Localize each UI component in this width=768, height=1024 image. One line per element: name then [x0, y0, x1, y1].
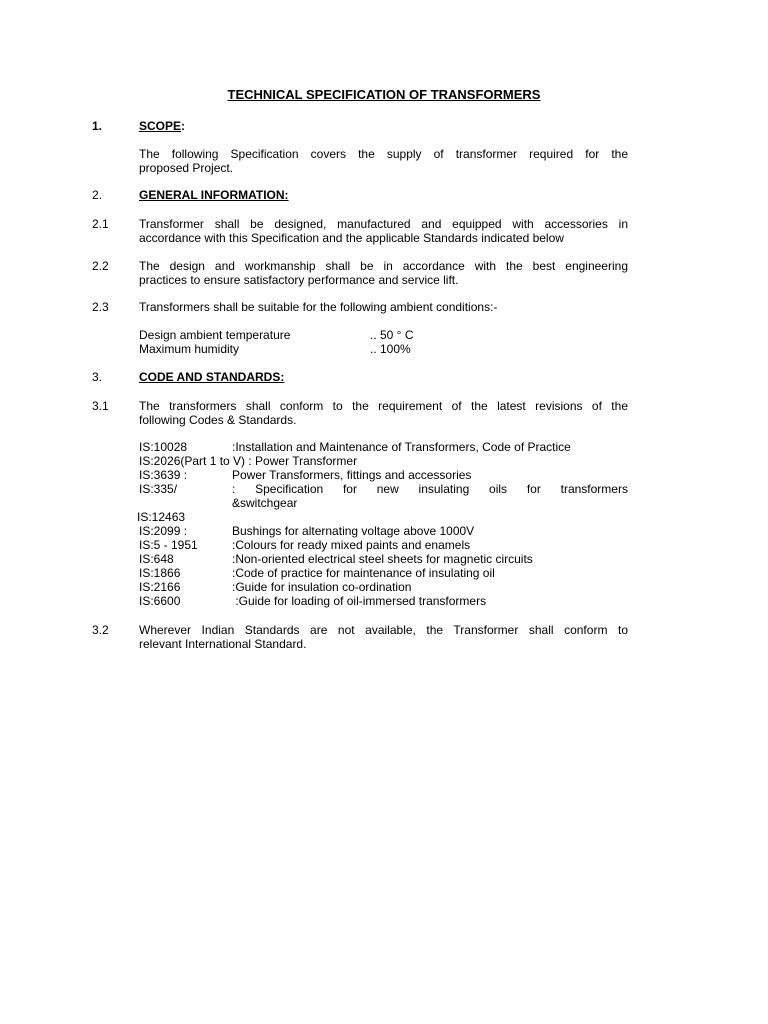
clause-3-2-line-1: Wherever Indian Standards are not available, the Transformer shall conform to	[139, 623, 628, 637]
clause-number-3-2: 3.2	[92, 623, 109, 637]
clause-2-2-paragraph	[139, 259, 628, 287]
standard-desc-is5: :Colours for ready mixed paints and enamels	[232, 538, 471, 552]
standard-code-is2166: IS:2166	[139, 580, 181, 594]
clause-3-1-line-1: The transformers shall conform to the requirement of the latest revisions of the	[139, 399, 628, 413]
clause-3-1-paragraph	[139, 399, 628, 427]
standard-code-is3639: IS:3639 :	[139, 468, 188, 482]
is335-word: for	[342, 482, 357, 496]
scope-paragraph	[139, 147, 628, 175]
scope-heading-text: SCOPE	[139, 119, 182, 133]
section-heading-scope	[139, 119, 185, 133]
section-number-2: 2.	[92, 188, 103, 202]
condition-label-humidity: Maximum humidity	[139, 342, 240, 356]
clause-3-2-paragraph	[139, 623, 628, 651]
condition-value-temperature: .. 50 ° C	[370, 328, 414, 342]
clause-3-2-line-2: relevant International Standard.	[139, 637, 307, 651]
clause-2-2-line-1: The design and workmanship shall be in accordance with the best engineering	[139, 259, 628, 273]
standard-desc-is10028: :Installation and Maintenance of Transformers, Code of Practice	[232, 440, 571, 454]
is335-word: insulating	[418, 482, 470, 496]
standard-code-is6600: IS:6600	[139, 594, 181, 608]
standard-code-is5: IS:5 - 1951	[139, 538, 198, 552]
condition-value-humidity: .. 100%	[370, 342, 411, 356]
clause-number-2-1: 2.1	[92, 217, 109, 231]
standard-is2026: IS:2026(Part 1 to V) : Power Transformer	[139, 454, 358, 468]
clause-2-2-line-2: practices to ensure satisfactory performance and service lift.	[139, 273, 459, 287]
is335-word: oils	[489, 482, 508, 496]
section-number-3: 3.	[92, 370, 103, 384]
clause-number-3-1: 3.1	[92, 399, 109, 413]
standard-desc-is3639: Power Transformers, fittings and accessories	[232, 468, 472, 482]
standard-code-is2099: IS:2099 :	[139, 524, 188, 538]
clause-2-3-text: Transformers shall be suitable for the following ambient conditions:-	[139, 300, 498, 314]
is335-word: transformers	[560, 482, 628, 496]
condition-label-temperature: Design ambient temperature	[139, 328, 291, 342]
scope-line-2: proposed Project.	[139, 161, 234, 175]
standard-desc-is2166: :Guide for insulation co-ordination	[232, 580, 412, 594]
standard-desc-is1866: :Code of practice for maintenance of insulating oil	[232, 566, 495, 580]
document-title: TECHNICAL SPECIFICATION OF TRANSFORMERS	[227, 87, 541, 102]
scope-line-1: The following Specification covers the supply of transformer required for the	[139, 147, 628, 161]
section-number-1: 1.	[92, 119, 103, 133]
standard-code-is335: IS:335/	[139, 482, 178, 496]
standard-code-is10028: IS:10028	[139, 440, 188, 454]
section-heading-general-information: GENERAL INFORMATION:	[139, 188, 289, 202]
standard-desc-is335	[232, 482, 628, 496]
standard-code-is1866: IS:1866	[139, 566, 181, 580]
standard-desc-is2099: Bushings for alternating voltage above 1000V	[232, 524, 475, 538]
standard-desc-is335-continued: &switchgear	[232, 496, 298, 510]
clause-2-1-line-1: Transformer shall be designed, manufactured and equipped with accessories in	[139, 217, 628, 231]
is335-word: Specification	[255, 482, 324, 496]
clause-number-2-2: 2.2	[92, 259, 109, 273]
clause-2-1-line-2: accordance with this Specification and the applicable Standards indicated below	[139, 231, 564, 245]
scope-heading-colon: :	[181, 119, 186, 133]
is335-word: for	[526, 482, 541, 496]
standard-desc-is6600: :Guide for loading of oil-immersed transformers	[232, 594, 487, 608]
standard-desc-is648: :Non-oriented electrical steel sheets for magnetic circuits	[232, 552, 533, 566]
clause-3-1-line-2: following Codes & Standards.	[139, 413, 297, 427]
clause-2-1-paragraph	[139, 217, 628, 245]
is335-word: :	[232, 482, 236, 496]
section-heading-code-and-standards: CODE AND STANDARDS:	[139, 370, 285, 384]
standard-code-is12463: IS:12463	[137, 510, 186, 524]
clause-number-2-3: 2.3	[92, 300, 109, 314]
standard-code-is648: IS:648	[139, 552, 174, 566]
is335-word: new	[376, 482, 399, 496]
